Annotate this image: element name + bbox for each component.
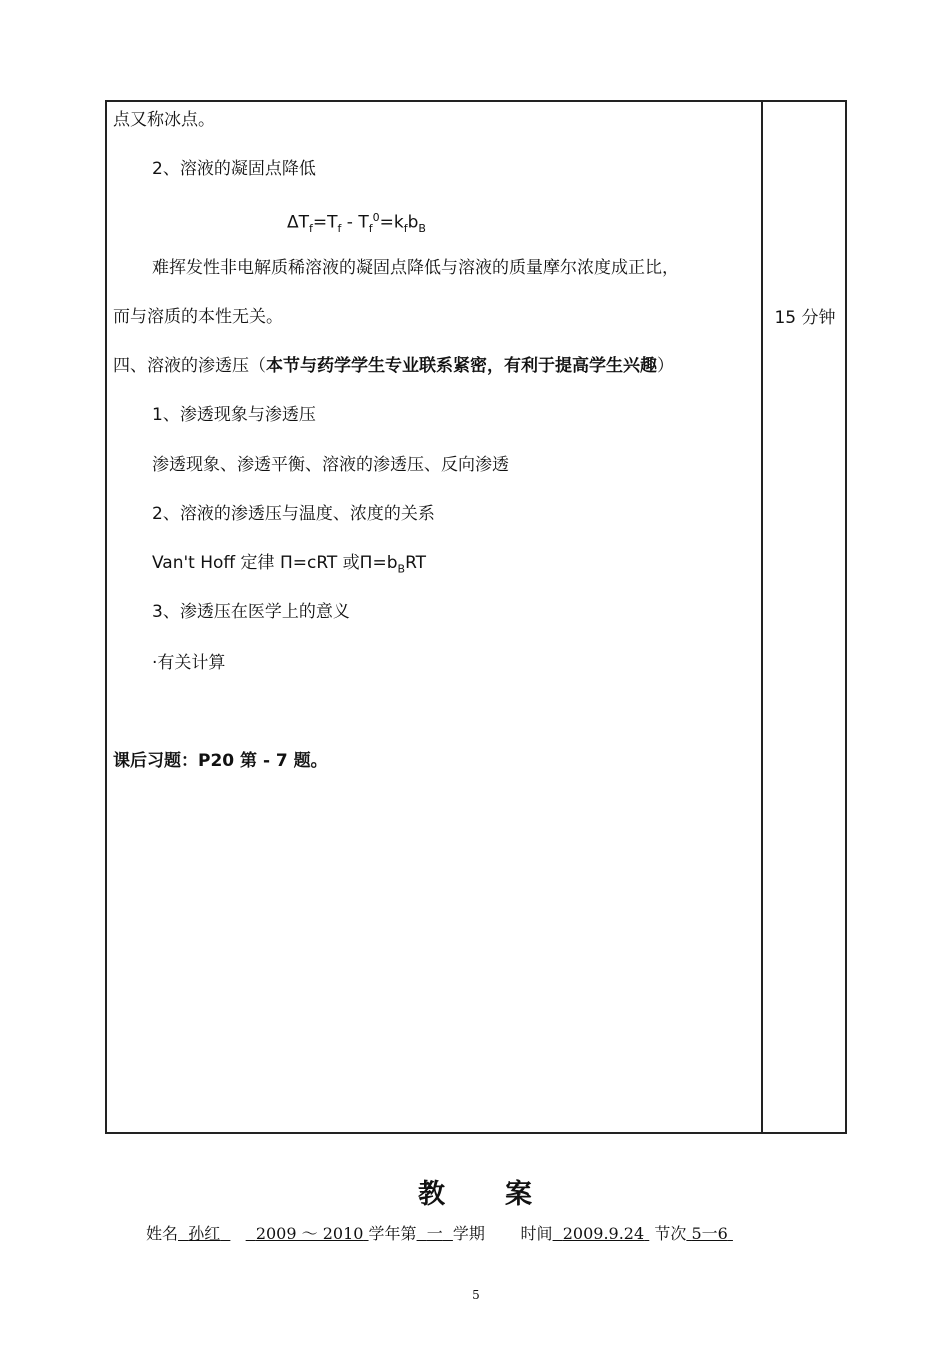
content-line-2: 2、溶液的凝固点降低	[152, 159, 316, 179]
time-allocation: 15 分钟	[774, 308, 836, 328]
content-line-12: ·有关计算	[152, 653, 226, 673]
content-line-11: 3、渗透压在医学上的意义	[152, 602, 350, 622]
section-heading-osmotic-pressure: 四、溶液的渗透压（本节与药学学生专业联系紧密，有利于提高学生兴趣）	[113, 356, 674, 376]
content-line-8: 渗透现象、渗透平衡、溶液的渗透压、反向渗透	[152, 455, 509, 475]
content-line-9: 2、溶液的渗透压与温度、浓度的关系	[152, 504, 435, 524]
homework-line: 课后习题：P20 第 - 7 题。	[113, 751, 328, 771]
year-label: 学年第	[368, 1224, 417, 1243]
page-number: 5	[472, 1288, 480, 1302]
content-line-4: 难挥发性非电解质稀溶液的凝固点降低与溶液的质量摩尔浓度成正比，	[152, 258, 679, 278]
formula-vant-hoff: Van't Hoff 定律 Π=cRT 或$\Pi=b_BRT$	[152, 553, 427, 576]
time-label: 时间	[520, 1224, 553, 1243]
content-line-5: 而与溶质的本性无关。	[113, 307, 283, 327]
content-line-1: 点又称冰点。	[113, 110, 215, 130]
table-column-divider	[761, 100, 763, 1134]
term-label: 学期	[452, 1224, 485, 1243]
section-value: 5一6	[691, 1224, 728, 1243]
name-value: 孙红	[188, 1224, 221, 1243]
document-title: 教 案	[418, 1179, 534, 1210]
name-label: 姓名	[146, 1224, 179, 1243]
year-value: 2009 ～ 2010	[255, 1224, 364, 1243]
formula-freezing-point: $\Delta T_f=T_f - T_f^0=k_fb_B$	[287, 211, 426, 236]
time-value: 2009.9.24	[562, 1224, 645, 1243]
teacher-info-line	[146, 1221, 733, 1244]
section-label: 节次	[654, 1224, 687, 1243]
content-line-7: 1、渗透现象与渗透压	[152, 405, 316, 425]
term-value: 一	[426, 1224, 443, 1243]
